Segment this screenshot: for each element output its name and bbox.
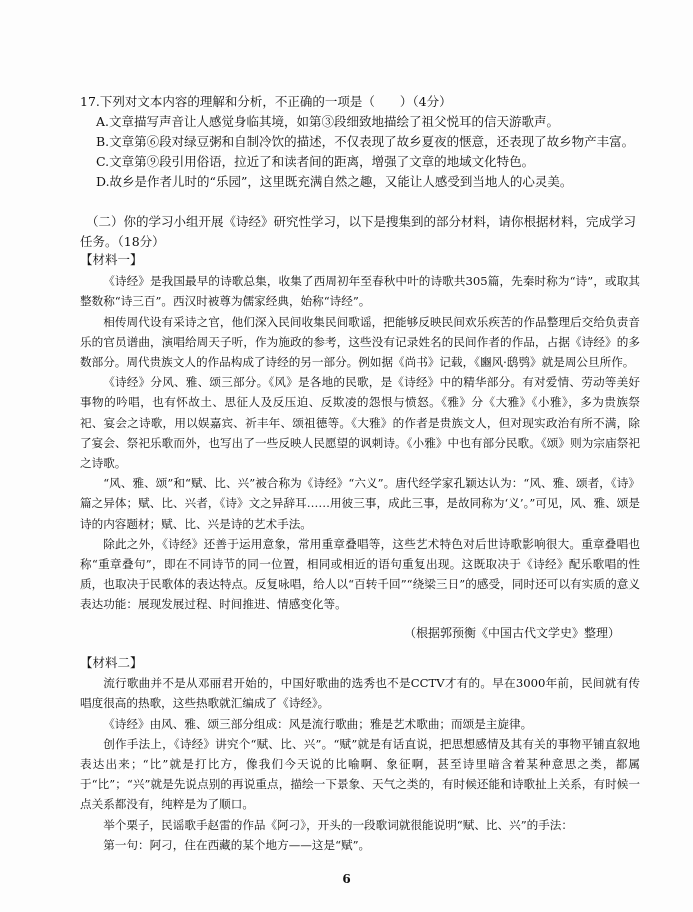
material-1-paragraph: 《诗经》是我国最早的诗歌总集，收集了西周初年至春秋中叶的诗歌共305篇，先秦时称为“诗”，或取其整数称“诗三百”。西汉时被尊为儒家经典，始称“诗经”。 (80, 274, 640, 309)
option-a: A.文章描写声音让人感觉身临其境，如第③段细致地描绘了祖父悦耳的信天游歌声。 (96, 114, 560, 129)
material-1 (80, 250, 640, 643)
material-2-paragraph: 举个栗子，民谣歌手赵雷的作品《阿刁》，开头的一段歌词就很能说明“赋、比、兴”的手法： (103, 817, 573, 832)
material-2-heading: 【材料二】 (80, 655, 143, 670)
page-number: 6 (342, 872, 351, 886)
material-1-paragraph: 相传周代设有采诗之官，他们深入民间收集民间歌谣，把能够反映民间欢乐疾苦的作品整理后交给负责音乐的官员谱曲，演唱给周天子听，作为施政的参考，这些没有记录姓名的民间作者的作品，占据《诗经》的多数部分。周代贵族文人的作品构成了诗经的另一部分。例如据《尚书》记载，《豳风·鸱鸮》就是周公旦所作。 (80, 314, 640, 370)
material-2-paragraph: 创作手法上，《诗经》讲究个“赋、比、兴”。“赋”就是有话直说，把思想感情及其有关的事物平铺直叙地表达出来；“比”就是打比方，像我们今天说的比喻啊、象征啊，甚至诗里暗含着某种意思之类，都属于“比”；“兴”就是先说点别的再说重点，描绘一下景象、天气之类的，有时候还能和诗歌扯上关系，有时候一点关系都没有，纯粹是为了顺口。 (80, 736, 640, 812)
section-2-instructions: （二）你的学习小组开展《诗经》研究性学习，以下是搜集到的部分材料，请你根据材料，完成学习任务。（18分） (80, 214, 637, 249)
option-c: C.文章第⑨段引用俗语，拉近了和读者间的距离，增强了文章的地域文化特色。 (96, 154, 535, 169)
material-2 (80, 653, 640, 855)
material-1-source: （根据郭预衡《中国古代文学史》整理） (403, 625, 620, 640)
section-2-intro (80, 212, 640, 252)
question-17 (80, 92, 640, 192)
material-1-paragraph: 除此之外，《诗经》还善于运用意象，常用重章叠唱等，这些艺术特色对后世诗歌影响很大。重章叠唱也称“重章叠句”，即在不同诗节的同一位置，相同或相近的语句重复出现。这既取决于《诗经》配乐歌唱的性质，也取决于民歌体的表达特点。反复咏唱，给人以“百转千回”“绕梁三日”的感受，同时还可以有实质的意义表达功能：展现发展过程、时间推进、情感变化等。 (80, 536, 640, 612)
option-b: B.文章第⑥段对绿豆粥和自制冷饮的描述，不仅表现了故乡夏夜的惬意，还表现了故乡物产丰富。 (96, 134, 635, 149)
material-2-paragraph: 第一句：阿刁，住在西藏的某个地方——这是“赋”。 (103, 837, 371, 852)
option-d: D.故乡是作者儿时的“乐园”，这里既充满自然之趣，又能让人感受到当地人的心灵美。 (96, 174, 573, 189)
question-17-stem: 17.下列对文本内容的理解和分析，不正确的一项是（ ）（4分） (80, 94, 452, 109)
material-2-paragraph: 流行歌曲并不是从邓丽君开始的，中国好歌曲的选秀也不是CCTV才有的。早在3000年前，民间就有传唱度很高的热歌，这些热歌就汇编成了《诗经》。 (80, 676, 640, 711)
material-1-paragraph: “风、雅、颂”和“赋、比、兴”被合称为《诗经》“六义”。唐代经学家孔颖达认为：“风、雅、颂者，《诗》篇之异体；赋、比、兴者，《诗》文之异辞耳……用彼三事，成此三事，是故同称为‘义’。”可见，风、雅、颂是诗的内容题材；赋、比、兴是诗的艺术手法。 (80, 476, 640, 531)
material-1-heading: 【材料一】 (80, 252, 143, 267)
material-1-paragraph: 《诗经》分风、雅、颂三部分。《风》是各地的民歌，是《诗经》中的精华部分。有对爱情、劳动等美好事物的吟唱，也有怀故土、思征人及反压迫、反欺凌的怨恨与愤怒。《雅》分《大雅》《小雅》，多为贵族祭祀、宴会之诗歌，用以娱嘉宾、祈丰年、颂祖德等。《大雅》的作者是贵族文人，但对现实政治有所不满，除了宴会、祭祀乐歌而外，也写出了一些反映人民愿望的讽刺诗。《小雅》中也有部分民歌。《颂》则为宗庙祭祀之诗歌。 (80, 375, 640, 471)
material-2-paragraph: 《诗经》由风、雅、颂三部分组成：风是流行歌曲；雅是艺术歌曲；而颂是主旋律。 (103, 716, 533, 731)
